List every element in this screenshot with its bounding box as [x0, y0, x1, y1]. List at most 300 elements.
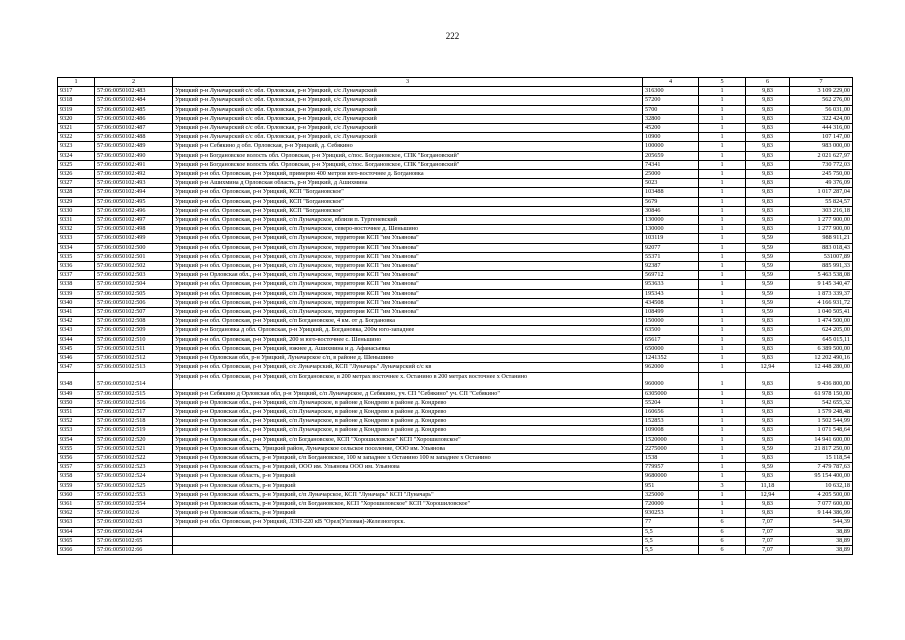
row-number-cell: 9345 — [58, 344, 95, 353]
row-number-cell: 9353 — [58, 426, 95, 435]
row-number-cell: 9359 — [58, 481, 95, 490]
cadastral-number-cell: 57:06:0050102:525 — [95, 481, 173, 490]
rate-cell: 9,83 — [746, 354, 790, 363]
rate-cell: 9,59 — [746, 243, 790, 252]
coefficient-cell: 1 — [699, 271, 746, 280]
coefficient-cell: 1 — [699, 444, 746, 453]
row-number-cell: 9317 — [58, 87, 95, 96]
cadastral-number-cell: 57:06:0050102:502 — [95, 262, 173, 271]
description-cell: Урицкий р-н Богдановское волость обл. Орловская, р-н Урицкий, с/пос. Богдановское, СПК "Богдановский" — [173, 151, 643, 160]
coefficient-cell: 1 — [699, 509, 746, 518]
description-cell: Урицкий р-н обл. Орловская, р-н Урицкий, КСП "Богдановское" — [173, 206, 643, 215]
description-cell: Урицкий р-н Ашихмина д Орловская область, р-н Урицкий, д Ашихмина — [173, 179, 643, 188]
table-row — [58, 545, 853, 554]
description-cell: Урицкий р-н Орловская обл., р-н Урицкий, с/п Луначарское, в районе д Кондрево в районе д. Кондрево — [173, 398, 643, 407]
description-cell: Урицкий р-н обл. Орловская, р-н Урицкий, с/п Луначарское, территория КСП "им Ульянова" — [173, 280, 643, 289]
table-row — [58, 435, 853, 444]
area-cell: 109008 — [643, 426, 699, 435]
cadastral-number-cell: 57:06:0050102:514 — [95, 372, 173, 389]
table-row — [58, 197, 853, 206]
coefficient-cell: 1 — [699, 463, 746, 472]
header-cell: 2 — [95, 78, 173, 87]
description-cell: Урицкий р-н Орловская область, р-н Урицкий, ООО им. Ульянова ООО им. Ульянова — [173, 463, 643, 472]
coefficient-cell: 1 — [699, 389, 746, 398]
rate-cell: 9,83 — [746, 124, 790, 133]
rate-cell: 9,59 — [746, 444, 790, 453]
description-cell: Урицкий р-н обл. Орловская, р-н Урицкий, с/п Луначарское, территория КСП "им Ульянова" — [173, 289, 643, 298]
coefficient-cell: 1 — [699, 407, 746, 416]
description-cell: Урицкий р-н обл. Орловская, р-н Урицкий, ЛЭП-220 кВ "Орел(Узловая)-Железногорск. — [173, 518, 643, 527]
description-cell: Урицкий р-н обл. Орловская, р-н Урицкий, южнее д. Ашихмина и д. Афанасьевка — [173, 344, 643, 353]
rate-cell: 9,83 — [746, 372, 790, 389]
table-row — [58, 234, 853, 243]
coefficient-cell: 1 — [699, 426, 746, 435]
row-number-cell: 9336 — [58, 262, 95, 271]
cadastral-number-cell: 57:06:0050102:522 — [95, 453, 173, 462]
area-cell: 45200 — [643, 124, 699, 133]
coefficient-cell: 1 — [699, 216, 746, 225]
table-row — [58, 326, 853, 335]
cadastral-number-cell: 57:06:0050102:487 — [95, 124, 173, 133]
row-number-cell: 9363 — [58, 518, 95, 527]
coefficient-cell: 1 — [699, 363, 746, 372]
cadastral-value-cell: 1 579 248,48 — [790, 407, 853, 416]
area-cell: 650000 — [643, 344, 699, 353]
table-row — [58, 225, 853, 234]
header-cell: 4 — [643, 78, 699, 87]
rate-cell: 9,83 — [746, 426, 790, 435]
cadastral-number-cell: 57:06:0050102:515 — [95, 389, 173, 398]
table-row — [58, 407, 853, 416]
rate-cell: 9,83 — [746, 453, 790, 462]
cadastral-number-cell: 57:06:0050102:505 — [95, 289, 173, 298]
cadastral-value-cell: 56 031,00 — [790, 105, 853, 114]
coefficient-cell: 1 — [699, 354, 746, 363]
cadastral-value-cell: 4 205 500,00 — [790, 490, 853, 499]
area-cell: 569712 — [643, 271, 699, 280]
area-cell: 108499 — [643, 308, 699, 317]
row-number-cell: 9319 — [58, 105, 95, 114]
cadastral-value-cell: 730 772,03 — [790, 160, 853, 169]
table-row — [58, 536, 853, 545]
description-cell: Урицкий р-н Орловская область, р-н Урицкий, с/п Богдановское, 100 м западнее х Останино 100 м западнее х Останино — [173, 453, 643, 462]
cadastral-value-cell: 49 376,09 — [790, 179, 853, 188]
cadastral-number-cell: 57:06:0050102:497 — [95, 216, 173, 225]
table-row — [58, 417, 853, 426]
cadastral-value-cell: 322 424,00 — [790, 114, 853, 123]
table-row — [58, 317, 853, 326]
coefficient-cell: 1 — [699, 417, 746, 426]
area-cell: 960000 — [643, 372, 699, 389]
description-cell: Урицкий р-н Орловская область, р-н Урицкий — [173, 472, 643, 481]
area-cell: 720000 — [643, 499, 699, 508]
cadastral-number-cell: 57:06:0050102:512 — [95, 354, 173, 363]
cadastral-number-cell: 57:06:0050102:520 — [95, 435, 173, 444]
description-cell: Урицкий р-н обл. Орловская, р-н Урицкий, с/п Луначарское, вблизи п. Тургеневский — [173, 216, 643, 225]
coefficient-cell: 1 — [699, 87, 746, 96]
description-cell: Урицкий р-н Орловская обл., р-н Урицкий, с/п Богдановское, КСП "Хорошиловское" КСП "Хорошиловское" — [173, 435, 643, 444]
coefficient-cell: 6 — [699, 527, 746, 536]
cadastral-value-cell: 883 018,43 — [790, 243, 853, 252]
row-number-cell: 9351 — [58, 407, 95, 416]
cadastral-value-cell: 542 655,32 — [790, 398, 853, 407]
rate-cell: 9,83 — [746, 133, 790, 142]
coefficient-cell: 1 — [699, 344, 746, 353]
description-cell: Урицкий р-н Орловская область, р-н Урицкий — [173, 509, 643, 518]
rate-cell: 11,18 — [746, 481, 790, 490]
cadastral-value-cell: 2 021 627,97 — [790, 151, 853, 160]
cadastral-value-cell: 107 147,00 — [790, 133, 853, 142]
area-cell: 160656 — [643, 407, 699, 416]
cadastral-number-cell: 57:06:0050102:516 — [95, 398, 173, 407]
area-cell: 962000 — [643, 363, 699, 372]
rate-cell: 9,83 — [746, 87, 790, 96]
rate-cell: 9,59 — [746, 280, 790, 289]
rate-cell: 12,94 — [746, 363, 790, 372]
cadastral-value-cell: 1 277 900,00 — [790, 216, 853, 225]
table-row — [58, 289, 853, 298]
area-cell: 5700 — [643, 105, 699, 114]
row-number-cell: 9342 — [58, 317, 95, 326]
description-cell: Урицкий р-н Луначарский с/с обл. Орловская, р-н Урицкий, с/с Луначарский — [173, 96, 643, 105]
cadastral-number-cell: 57:06:0050102:518 — [95, 417, 173, 426]
row-number-cell: 9350 — [58, 398, 95, 407]
coefficient-cell: 1 — [699, 96, 746, 105]
row-number-cell: 9332 — [58, 225, 95, 234]
row-number-cell: 9366 — [58, 545, 95, 554]
area-cell: 1538 — [643, 453, 699, 462]
table-row — [58, 96, 853, 105]
table-row — [58, 151, 853, 160]
cadastral-value-cell: 3 109 229,00 — [790, 87, 853, 96]
rate-cell: 9,83 — [746, 435, 790, 444]
row-number-cell: 9326 — [58, 170, 95, 179]
table-row — [58, 252, 853, 261]
rate-cell: 9,59 — [746, 308, 790, 317]
table-row — [58, 87, 853, 96]
land-plots-table-wrap — [57, 77, 852, 555]
row-number-cell: 9331 — [58, 216, 95, 225]
coefficient-cell: 1 — [699, 280, 746, 289]
cadastral-value-cell: 61 978 150,00 — [790, 389, 853, 398]
cadastral-value-cell: 9 436 800,00 — [790, 372, 853, 389]
rate-cell: 9,83 — [746, 96, 790, 105]
rate-cell: 9,59 — [746, 271, 790, 280]
cadastral-value-cell: 38,89 — [790, 527, 853, 536]
row-number-cell: 9364 — [58, 527, 95, 536]
description-cell — [173, 545, 643, 554]
cadastral-number-cell: 57:06:0050102:6 — [95, 509, 173, 518]
row-number-cell: 9335 — [58, 252, 95, 261]
rate-cell: 9,83 — [746, 417, 790, 426]
row-number-cell: 9358 — [58, 472, 95, 481]
description-cell: Урицкий р-н обл. Орловская, р-н Урицкий, с/п Луначарское, территория КСП "им Ульянова" — [173, 262, 643, 271]
area-cell: 434508 — [643, 298, 699, 307]
table-row — [58, 481, 853, 490]
area-cell: 2275000 — [643, 444, 699, 453]
cadastral-value-cell: 5 463 538,08 — [790, 271, 853, 280]
area-cell: 57200 — [643, 96, 699, 105]
cadastral-value-cell: 645 015,11 — [790, 335, 853, 344]
row-number-cell: 9328 — [58, 188, 95, 197]
coefficient-cell: 1 — [699, 160, 746, 169]
area-cell: 92077 — [643, 243, 699, 252]
header-cell: 5 — [699, 78, 746, 87]
cadastral-value-cell: 7 077 600,00 — [790, 499, 853, 508]
rate-cell: 9,83 — [746, 105, 790, 114]
table-row — [58, 206, 853, 215]
row-number-cell: 9341 — [58, 308, 95, 317]
rate-cell: 9,83 — [746, 179, 790, 188]
description-cell: Урицкий р-н Луначарский с/с обл. Орловская, р-н Урицкий, с/с Луначарский — [173, 133, 643, 142]
row-number-cell: 9322 — [58, 133, 95, 142]
area-cell: 100000 — [643, 142, 699, 151]
area-cell: 150000 — [643, 317, 699, 326]
table-row — [58, 518, 853, 527]
area-cell: 63500 — [643, 326, 699, 335]
cadastral-number-cell: 57:06:0050102:523 — [95, 463, 173, 472]
table-row — [58, 216, 853, 225]
coefficient-cell: 1 — [699, 317, 746, 326]
row-number-cell: 9324 — [58, 151, 95, 160]
row-number-cell: 9356 — [58, 453, 95, 462]
cadastral-number-cell: 57:06:0050102:489 — [95, 142, 173, 151]
row-number-cell: 9334 — [58, 243, 95, 252]
table-row — [58, 363, 853, 372]
rate-cell: 9,59 — [746, 289, 790, 298]
area-cell: 103119 — [643, 234, 699, 243]
rate-cell: 9,83 — [746, 317, 790, 326]
description-cell: Урицкий р-н обл. Орловская, р-н Урицкий, КСП "Богдановское" — [173, 188, 643, 197]
rate-cell: 9,83 — [746, 142, 790, 151]
coefficient-cell: 1 — [699, 243, 746, 252]
table-row — [58, 335, 853, 344]
area-cell: 74341 — [643, 160, 699, 169]
cadastral-number-cell: 57:06:0050102:553 — [95, 490, 173, 499]
table-row — [58, 472, 853, 481]
rate-cell: 9,83 — [746, 188, 790, 197]
row-number-cell: 9365 — [58, 536, 95, 545]
rate-cell: 9,83 — [746, 344, 790, 353]
coefficient-cell: 1 — [699, 114, 746, 123]
coefficient-cell: 1 — [699, 179, 746, 188]
coefficient-cell: 1 — [699, 142, 746, 151]
description-cell: Урицкий р-н обл. Орловская, р-н Урицкий, с/п Луначарское, территория КСП "им Ульянова" — [173, 234, 643, 243]
rate-cell: 7,07 — [746, 518, 790, 527]
rate-cell: 9,83 — [746, 499, 790, 508]
description-cell: Урицкий р-н обл. Орловская, р-н Урицкий, с/п Луначарское, северо-восточнее д. Шеньшино — [173, 225, 643, 234]
table-row — [58, 490, 853, 499]
area-cell: 130000 — [643, 225, 699, 234]
coefficient-cell: 1 — [699, 262, 746, 271]
cadastral-number-cell: 57:06:0050102:500 — [95, 243, 173, 252]
cadastral-value-cell: 7 479 787,63 — [790, 463, 853, 472]
coefficient-cell: 1 — [699, 298, 746, 307]
row-number-cell: 9333 — [58, 234, 95, 243]
description-cell: Урицкий р-н Луначарский с/с обл. Орловская, р-н Урицкий, с/с Луначарский — [173, 124, 643, 133]
description-cell: Урицкий р-н обл. Орловская, р-н Урицкий, 200 м юго-восточнее с. Шеньшино — [173, 335, 643, 344]
area-cell: 9680000 — [643, 472, 699, 481]
description-cell: Урицкий р-н Орловская область, р-н Урицкий, с/п Богдановское, КСП "Хорошиловское" КСП "Хорошиловское" — [173, 499, 643, 508]
area-cell: 316300 — [643, 87, 699, 96]
header-row — [58, 78, 853, 87]
row-number-cell: 9340 — [58, 298, 95, 307]
cadastral-number-cell: 57:06:0050102:496 — [95, 206, 173, 215]
land-plots-table — [57, 77, 853, 555]
table-row — [58, 133, 853, 142]
cadastral-number-cell: 57:06:0050102:483 — [95, 87, 173, 96]
description-cell: Урицкий р-н Луначарский с/с обл. Орловская, р-н Урицкий, с/с Луначарский — [173, 87, 643, 96]
table-row — [58, 280, 853, 289]
rate-cell: 9,59 — [746, 463, 790, 472]
coefficient-cell: 1 — [699, 335, 746, 344]
area-cell: 1241352 — [643, 354, 699, 363]
cadastral-number-cell: 57:06:0050102:503 — [95, 271, 173, 280]
row-number-cell: 9346 — [58, 354, 95, 363]
cadastral-number-cell: 57:06:0050102:493 — [95, 179, 173, 188]
row-number-cell: 9348 — [58, 372, 95, 389]
cadastral-value-cell: 444 316,00 — [790, 124, 853, 133]
cadastral-value-cell: 9 145 340,47 — [790, 280, 853, 289]
rate-cell: 7,07 — [746, 527, 790, 536]
table-row — [58, 160, 853, 169]
area-cell: 205659 — [643, 151, 699, 160]
table-row — [58, 170, 853, 179]
cadastral-number-cell: 57:06:0050102:521 — [95, 444, 173, 453]
rate-cell: 9,83 — [746, 389, 790, 398]
table-row — [58, 298, 853, 307]
rate-cell: 9,83 — [746, 509, 790, 518]
header-cell: 7 — [790, 78, 853, 87]
area-cell: 77 — [643, 518, 699, 527]
coefficient-cell: 1 — [699, 252, 746, 261]
cadastral-number-cell: 57:06:0050102:495 — [95, 197, 173, 206]
area-cell: 103488 — [643, 188, 699, 197]
cadastral-number-cell: 57:06:0050102:504 — [95, 280, 173, 289]
cadastral-value-cell: 9 144 386,99 — [790, 509, 853, 518]
coefficient-cell: 1 — [699, 133, 746, 142]
table-row — [58, 105, 853, 114]
area-cell: 32800 — [643, 114, 699, 123]
description-cell: Урицкий р-н обл. Орловская, р-н Урицкий, с/п Луначарское, территория КСП "им Ульянова" — [173, 308, 643, 317]
row-number-cell: 9321 — [58, 124, 95, 133]
area-cell: 5023 — [643, 179, 699, 188]
coefficient-cell: 1 — [699, 124, 746, 133]
cadastral-number-cell: 57:06:0050102:485 — [95, 105, 173, 114]
row-number-cell: 9347 — [58, 363, 95, 372]
cadastral-value-cell: 1 474 500,00 — [790, 317, 853, 326]
description-cell: Урицкий р-н Себякино д обл. Орловская, р-н Урицкий, д. Себякино — [173, 142, 643, 151]
table-row — [58, 262, 853, 271]
cadastral-value-cell: 1 873 339,37 — [790, 289, 853, 298]
cadastral-number-cell: 57:06:0050102:484 — [95, 96, 173, 105]
cadastral-number-cell: 57:06:0050102:517 — [95, 407, 173, 416]
coefficient-cell: 1 — [699, 372, 746, 389]
table-row — [58, 463, 853, 472]
area-cell: 5,5 — [643, 536, 699, 545]
row-number-cell: 9330 — [58, 206, 95, 215]
description-cell: Урицкий р-н обл. Орловская, р-н Урицкий, с/п Богдановское, 4 км. от д. Богдановка — [173, 317, 643, 326]
coefficient-cell: 6 — [699, 545, 746, 554]
header-cell: 3 — [173, 78, 643, 87]
table-row — [58, 124, 853, 133]
area-cell: 65617 — [643, 335, 699, 344]
description-cell: Урицкий р-н обл. Орловская, р-н Урицкий, с/п Луначарское, территория КСП "им Ульянова" — [173, 298, 643, 307]
coefficient-cell: 3 — [699, 481, 746, 490]
row-number-cell: 9360 — [58, 490, 95, 499]
cadastral-number-cell: 57:06:0050102:491 — [95, 160, 173, 169]
coefficient-cell: 1 — [699, 398, 746, 407]
cadastral-number-cell: 57:06:0050102:501 — [95, 252, 173, 261]
table-row — [58, 509, 853, 518]
row-number-cell: 9337 — [58, 271, 95, 280]
area-cell: 152853 — [643, 417, 699, 426]
cadastral-value-cell: 12 448 280,00 — [790, 363, 853, 372]
cadastral-number-cell: 57:06:0050102:64 — [95, 527, 173, 536]
description-cell: Урицкий р-н обл. Орловская, р-н Урицкий, примерно 400 метров юго-восточнее д. Богдановка — [173, 170, 643, 179]
description-cell: Урицкий р-н Орловская область, Урицкий район, Луначарское сельское поселение, ООО им. Ульянова — [173, 444, 643, 453]
area-cell: 953633 — [643, 280, 699, 289]
cadastral-number-cell: 57:06:0050102:66 — [95, 545, 173, 554]
table-row — [58, 354, 853, 363]
row-number-cell: 9362 — [58, 509, 95, 518]
coefficient-cell: 1 — [699, 490, 746, 499]
rate-cell: 9,59 — [746, 252, 790, 261]
row-number-cell: 9320 — [58, 114, 95, 123]
table-row — [58, 243, 853, 252]
description-cell: Урицкий р-н Луначарский с/с обл. Орловская, р-н Урицкий, с/с Луначарский — [173, 114, 643, 123]
coefficient-cell: 1 — [699, 435, 746, 444]
page-number: 222 — [445, 31, 460, 41]
cadastral-number-cell: 57:06:0050102:488 — [95, 133, 173, 142]
cadastral-value-cell: 21 817 250,00 — [790, 444, 853, 453]
cadastral-value-cell: 14 941 600,00 — [790, 435, 853, 444]
row-number-cell: 9357 — [58, 463, 95, 472]
table-row — [58, 179, 853, 188]
coefficient-cell: 6 — [699, 536, 746, 545]
cadastral-number-cell: 57:06:0050102:519 — [95, 426, 173, 435]
description-cell: Урицкий р-н Орловская область, р-н Урицкий, с/п Луначарское, КСП "Луначарь" КСП "Луначарь" — [173, 490, 643, 499]
header-cell: 1 — [58, 78, 95, 87]
row-number-cell: 9318 — [58, 96, 95, 105]
area-cell: 779957 — [643, 463, 699, 472]
coefficient-cell: 1 — [699, 326, 746, 335]
area-cell: 951 — [643, 481, 699, 490]
cadastral-number-cell: 57:06:0050102:65 — [95, 536, 173, 545]
description-cell: Урицкий р-н Луначарский с/с обл. Орловская, р-н Урицкий, с/с Луначарский — [173, 105, 643, 114]
rate-cell: 7,07 — [746, 545, 790, 554]
cadastral-value-cell: 38,89 — [790, 536, 853, 545]
row-number-cell: 9354 — [58, 435, 95, 444]
description-cell: Урицкий р-н Богдановка д обл. Орловская, р-н Урицкий, д. Богдановка, 200м юго-западнее — [173, 326, 643, 335]
cadastral-number-cell: 57:06:0050102:490 — [95, 151, 173, 160]
cadastral-number-cell: 57:06:0050102:510 — [95, 335, 173, 344]
row-number-cell: 9355 — [58, 444, 95, 453]
description-cell: Урицкий р-н Богдановское волость обл. Орловская, р-н Урицкий, с/пос. Богдановское, СПК "Богдановский" — [173, 160, 643, 169]
row-number-cell: 9327 — [58, 179, 95, 188]
rate-cell: 9,83 — [746, 160, 790, 169]
area-cell: 195343 — [643, 289, 699, 298]
table-row — [58, 499, 853, 508]
cadastral-number-cell: 57:06:0050102:507 — [95, 308, 173, 317]
cadastral-value-cell: 885 991,33 — [790, 262, 853, 271]
cadastral-value-cell: 531007,89 — [790, 252, 853, 261]
cadastral-value-cell: 988 911,21 — [790, 234, 853, 243]
coefficient-cell: 6 — [699, 518, 746, 527]
cadastral-value-cell: 1 071 548,64 — [790, 426, 853, 435]
area-cell: 10900 — [643, 133, 699, 142]
table-row — [58, 344, 853, 353]
